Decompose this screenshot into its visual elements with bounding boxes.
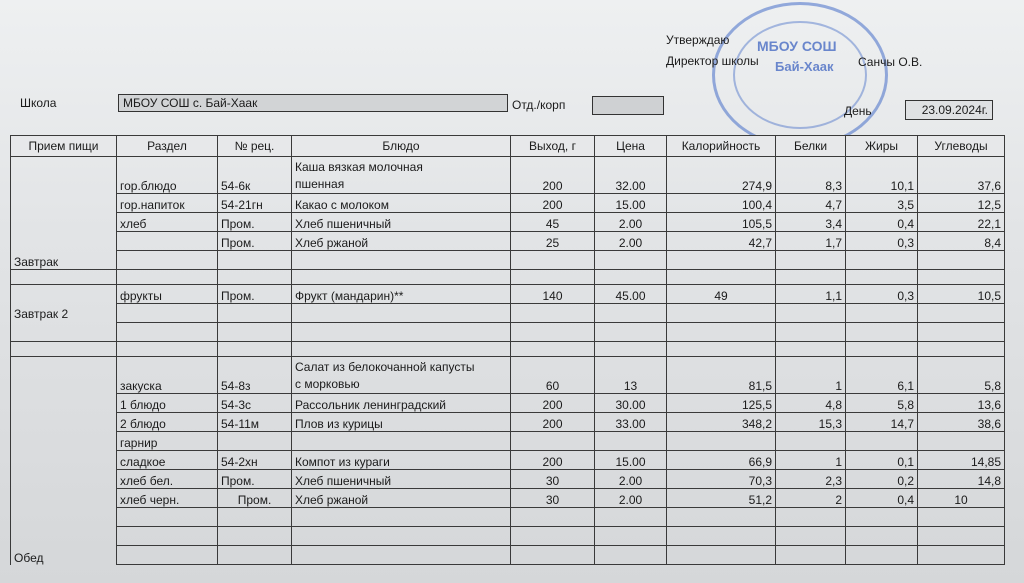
cell-protein: 4,8 <box>776 394 846 413</box>
col-header-dish: Блюдо <box>292 136 511 157</box>
meal-lunch: Обед <box>11 357 117 565</box>
cell-dish: Хлеб ржаной <box>292 489 511 508</box>
cell-section: закуска <box>117 357 218 394</box>
cell-recipe: 54-11м <box>218 413 292 432</box>
cell-protein: 4,7 <box>776 194 846 213</box>
cell-carb: 10 <box>918 489 1005 508</box>
cell-protein: 1,7 <box>776 232 846 251</box>
cell-recipe: Пром. <box>218 489 292 508</box>
cell-kcal: 49 <box>667 285 776 304</box>
cell-yield: 200 <box>511 194 595 213</box>
cell-price: 45.00 <box>595 285 667 304</box>
dish-line1: Салат из белокочанной капусты <box>295 360 475 374</box>
col-header-meal: Прием пищи <box>11 136 117 157</box>
cell-yield: 200 <box>511 413 595 432</box>
cell-section: фрукты <box>117 285 218 304</box>
cell-yield: 200 <box>511 157 595 194</box>
table-row <box>11 413 1005 432</box>
table-header-row <box>11 136 1005 157</box>
cell-protein: 2,3 <box>776 470 846 489</box>
cell-price: 32.00 <box>595 157 667 194</box>
cell-fat: 3,5 <box>846 194 918 213</box>
table-row <box>11 394 1005 413</box>
cell-protein: 1 <box>776 357 846 394</box>
cell-price: 33.00 <box>595 413 667 432</box>
cell-fat: 0,1 <box>846 451 918 470</box>
cell-carb <box>918 432 1005 451</box>
table-row <box>11 489 1005 508</box>
cell-section: хлеб черн. <box>117 489 218 508</box>
cell-recipe: 54-6к <box>218 157 292 194</box>
table-row-empty <box>11 546 1005 565</box>
cell-recipe: Пром. <box>218 285 292 304</box>
dept-field <box>592 96 664 115</box>
table-gap-row <box>11 342 1005 357</box>
dish-line1: Каша вязкая молочная <box>295 160 423 174</box>
cell-protein: 3,4 <box>776 213 846 232</box>
school-field: МБОУ СОШ с. Бай-Хаак <box>118 94 508 112</box>
cell-protein <box>776 432 846 451</box>
cell-yield: 200 <box>511 394 595 413</box>
cell-fat: 6,1 <box>846 357 918 394</box>
cell-protein: 1 <box>776 451 846 470</box>
cell-kcal: 105,5 <box>667 213 776 232</box>
cell-carb: 8,4 <box>918 232 1005 251</box>
cell-fat: 0,4 <box>846 213 918 232</box>
cell-kcal: 100,4 <box>667 194 776 213</box>
cell-carb: 14,8 <box>918 470 1005 489</box>
cell-carb: 13,6 <box>918 394 1005 413</box>
table-row <box>11 470 1005 489</box>
cell-price: 2.00 <box>595 213 667 232</box>
cell-dish: Хлеб ржаной <box>292 232 511 251</box>
cell-dish <box>292 157 511 194</box>
cell-yield: 25 <box>511 232 595 251</box>
stamp-text-line2: Бай-Хаак <box>775 59 834 74</box>
cell-recipe: 54-8з <box>218 357 292 394</box>
cell-price: 15.00 <box>595 451 667 470</box>
cell-fat: 0,2 <box>846 470 918 489</box>
cell-section: хлеб бел. <box>117 470 218 489</box>
meal-breakfast2: Завтрак 2 <box>11 285 117 342</box>
cell-price: 2.00 <box>595 232 667 251</box>
cell-dish: Какао с молоком <box>292 194 511 213</box>
table-gap-row <box>11 270 1005 285</box>
table-row-empty <box>11 323 1005 342</box>
table-row <box>11 232 1005 251</box>
cell-dish <box>292 357 511 394</box>
cell-carb: 5,8 <box>918 357 1005 394</box>
cell-recipe: Пром. <box>218 470 292 489</box>
table-row-empty <box>11 508 1005 527</box>
cell-price: 2.00 <box>595 470 667 489</box>
col-header-yield: Выход, г <box>511 136 595 157</box>
cell-carb: 14,85 <box>918 451 1005 470</box>
approve-label: Утверждаю <box>666 33 730 47</box>
cell-yield <box>511 432 595 451</box>
cell-yield: 30 <box>511 470 595 489</box>
table-row <box>11 157 1005 194</box>
cell-dish: Хлеб пшеничный <box>292 213 511 232</box>
cell-kcal: 348,2 <box>667 413 776 432</box>
cell-dish: Компот из кураги <box>292 451 511 470</box>
director-name: Санчы О.В. <box>858 55 923 69</box>
cell-section: гарнир <box>117 432 218 451</box>
school-label: Школа <box>20 96 57 110</box>
cell-price: 30.00 <box>595 394 667 413</box>
cell-kcal: 42,7 <box>667 232 776 251</box>
table-row-empty <box>11 251 1005 270</box>
dish-line2: пшенная <box>295 177 345 191</box>
cell-kcal: 274,9 <box>667 157 776 194</box>
date-field: 23.09.2024г. <box>905 100 993 120</box>
cell-yield: 30 <box>511 489 595 508</box>
table-row <box>11 285 1005 304</box>
table-row-empty <box>11 304 1005 323</box>
col-header-section: Раздел <box>117 136 218 157</box>
cell-dish <box>292 432 511 451</box>
cell-fat: 0,3 <box>846 232 918 251</box>
cell-kcal: 51,2 <box>667 489 776 508</box>
cell-recipe <box>218 432 292 451</box>
cell-price: 13 <box>595 357 667 394</box>
col-header-carb: Углеводы <box>918 136 1005 157</box>
cell-kcal: 70,3 <box>667 470 776 489</box>
cell-price <box>595 432 667 451</box>
col-header-protein: Белки <box>776 136 846 157</box>
day-label: День <box>844 104 872 118</box>
cell-fat: 5,8 <box>846 394 918 413</box>
cell-section: хлеб <box>117 213 218 232</box>
stamp-text-line1: МБОУ СОШ <box>757 38 837 54</box>
cell-kcal <box>667 432 776 451</box>
cell-section: сладкое <box>117 451 218 470</box>
cell-price: 2.00 <box>595 489 667 508</box>
col-header-fat: Жиры <box>846 136 918 157</box>
cell-dish: Фрукт (мандарин)** <box>292 285 511 304</box>
cell-fat: 0,4 <box>846 489 918 508</box>
cell-dish: Хлеб пшеничный <box>292 470 511 489</box>
cell-yield: 45 <box>511 213 595 232</box>
cell-section: гор.блюдо <box>117 157 218 194</box>
cell-dish: Плов из курицы <box>292 413 511 432</box>
cell-carb: 22,1 <box>918 213 1005 232</box>
cell-carb: 10,5 <box>918 285 1005 304</box>
cell-protein: 15,3 <box>776 413 846 432</box>
table-row <box>11 357 1005 394</box>
cell-protein: 2 <box>776 489 846 508</box>
menu-table <box>10 135 1005 565</box>
cell-yield: 140 <box>511 285 595 304</box>
cell-fat: 10,1 <box>846 157 918 194</box>
cell-kcal: 81,5 <box>667 357 776 394</box>
col-header-kcal: Калорийность <box>667 136 776 157</box>
cell-recipe: 54-2хн <box>218 451 292 470</box>
table-row <box>11 432 1005 451</box>
cell-carb: 37,6 <box>918 157 1005 194</box>
cell-fat: 14,7 <box>846 413 918 432</box>
cell-yield: 200 <box>511 451 595 470</box>
dish-line2: с морковью <box>295 377 360 391</box>
meal-breakfast: Завтрак <box>11 157 117 270</box>
cell-price: 15.00 <box>595 194 667 213</box>
cell-kcal: 125,5 <box>667 394 776 413</box>
official-stamp <box>712 2 888 148</box>
table-row <box>11 194 1005 213</box>
cell-protein: 8,3 <box>776 157 846 194</box>
cell-recipe: Пром. <box>218 213 292 232</box>
cell-yield: 60 <box>511 357 595 394</box>
table-row <box>11 451 1005 470</box>
cell-recipe: Пром. <box>218 232 292 251</box>
cell-section <box>117 232 218 251</box>
cell-carb: 12,5 <box>918 194 1005 213</box>
director-label: Директор школы <box>666 54 759 68</box>
dept-label: Отд./корп <box>512 98 566 112</box>
table-row-empty <box>11 527 1005 546</box>
cell-fat: 0,3 <box>846 285 918 304</box>
cell-dish: Рассольник ленинградский <box>292 394 511 413</box>
col-header-price: Цена <box>595 136 667 157</box>
cell-recipe: 54-21гн <box>218 194 292 213</box>
cell-section: гор.напиток <box>117 194 218 213</box>
cell-recipe: 54-3с <box>218 394 292 413</box>
table-row <box>11 213 1005 232</box>
cell-kcal: 66,9 <box>667 451 776 470</box>
cell-section: 1 блюдо <box>117 394 218 413</box>
cell-carb: 38,6 <box>918 413 1005 432</box>
cell-fat <box>846 432 918 451</box>
col-header-recipe: № рец. <box>218 136 292 157</box>
cell-section: 2 блюдо <box>117 413 218 432</box>
cell-protein: 1,1 <box>776 285 846 304</box>
